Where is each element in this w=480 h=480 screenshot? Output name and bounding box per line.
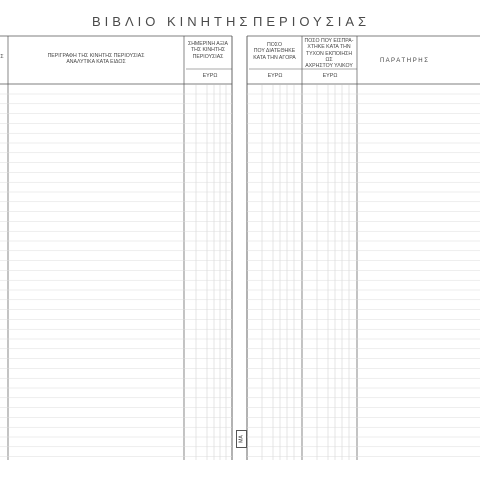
unit-label-current-value: ΕΥΡΩ [202,73,218,79]
page-title-left: ΒΙΒΛΙΟ ΚΙΝΗΤΗΣ [92,14,252,29]
column-header-collected-amount: ΠΟΣΟ ΠΟΥ ΕΙΣΠΡΑ- ΧΤΗΚΕ ΚΑΤΑ ΤΗΝ ΤΥΧΟΝ ΕΚΠΟΙΗΣΗ ΩΣ ΑΧΡΗΣΤΟΥ ΥΛΙΚΟΥ [304,38,354,70]
page-title-right: ΠΕΡΙΟΥΣΙΑΣ [253,14,371,29]
binding-mark [236,430,247,448]
column-header-description: ΠΕΡΙΓΡΑΦΗ ΤΗΣ ΚΙΝΗΤΗΣ ΠΕΡΙΟΥΣΙΑΣ ΑΝΑΛΥΤΙΚΑ ΚΑΤΑ ΕΙΔΟΣ [47,53,145,66]
binding-mark-text: ΜΑ [238,435,245,443]
column-header-partial: Σ [0,54,4,60]
unit-label-sold-amount: ΕΥΡΩ [267,73,283,79]
column-header-current-value: ΣΗΜΕΡΙΝΗ ΑΞΙΑ ΤΗΣ ΚΙΝΗΤΗΣ ΠΕΡΙΟΥΣΙΑΣ [187,41,228,60]
unit-label-collected-amount: ΕΥΡΩ [322,73,338,79]
column-header-remarks: Π Α Ρ Α Τ Η Ρ Η Σ [380,58,428,64]
column-header-sold-amount: ΠΟΣΟ ΠΟΥ ΔΙΑΤΕΘΗΚΕ ΚΑΤΑ ΤΗΝ ΑΓΟΡΑ [253,42,296,61]
